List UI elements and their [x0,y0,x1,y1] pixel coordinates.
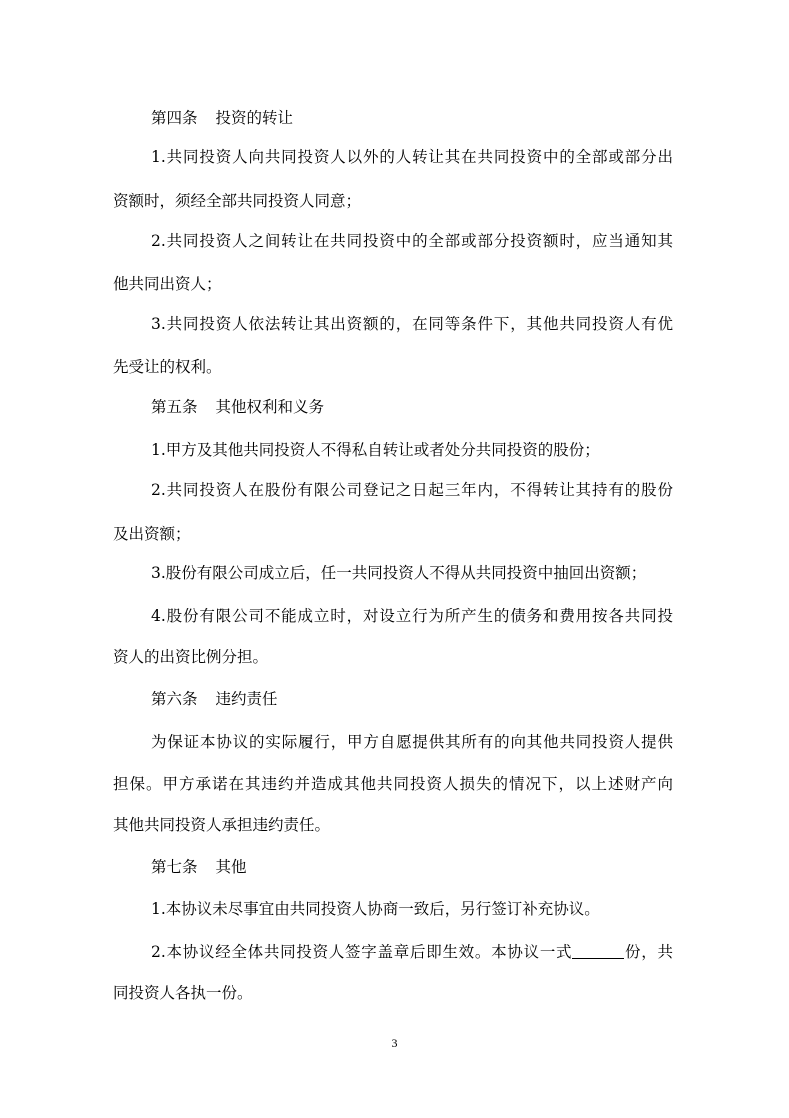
article-5-title: 其他权利和义务 [215,398,325,416]
article-4-number: 第四条 [151,109,198,127]
article-4-heading [151,107,673,129]
article-6-heading [151,688,673,710]
article-4-item-3-line-2: 先受让的权利。 [113,358,222,376]
article-4-item-1-line-2: 资额时，须经全部共同投资人同意； [113,192,362,210]
article-7-item-2-text-before-blank: 2.本协议经全体共同投资人签字盖章后即生效。本协议一式 [151,943,573,961]
article-6-title: 违约责任 [215,690,278,708]
article-5-item-2-line-2: 及出资额； [113,525,191,543]
article-5-item-4-line-1: 4.股份有限公司不能成立时，对设立行为所产生的债务和费用按各共同投 [151,607,673,625]
article-5-item-2-line-1: 2.共同投资人在股份有限公司登记之日起三年内，不得转让其持有的股份 [151,481,673,499]
page-number: 3 [391,1036,398,1050]
article-4-item-1-line-1: 1.共同投资人向共同投资人以外的人转让其在共同投资中的全部或部分出 [151,148,673,166]
article-5-item-3-line-1: 3.股份有限公司成立后，任一共同投资人不得从共同投资中抽回出资额； [151,564,647,582]
article-6-para-line-3: 其他共同投资人承担违约责任。 [113,816,331,834]
article-7-number: 第七条 [151,858,198,876]
article-5-item-1-line-1: 1.甲方及其他共同投资人不得私自转让或者处分共同投资的股份； [151,441,600,459]
article-7-item-1-line-1: 1.本协议未尽事宜由共同投资人协商一致后，另行签订补充协议。 [151,900,600,918]
article-5-number: 第五条 [151,398,198,416]
article-5-heading [151,396,673,418]
article-4-title: 投资的转让 [215,109,294,127]
article-7-item-2-line-2: 同投资人各执一份。 [113,984,253,1002]
article-6-para-line-2: 担保。甲方承诺在其违约并造成其他共同投资人损失的情况下，以上述财产向 [113,775,673,793]
article-7-heading [151,856,673,878]
article-4-item-2-line-1: 2.共同投资人之间转让在共同投资中的全部或部分投资额时，应当通知其 [151,232,673,250]
article-4-item-3-line-1: 3.共同投资人依法转让其出资额的，在同等条件下，其他共同投资人有优 [151,315,673,333]
article-7-item-2-text-after-blank: 份，共 [624,943,673,961]
article-7-title: 其他 [215,858,247,876]
article-4-item-2-line-2: 他共同出资人； [113,275,222,293]
article-6-number: 第六条 [151,690,198,708]
article-7-item-2-line-1 [151,941,673,963]
article-5-item-4-line-2: 资人的出资比例分担。 [113,648,269,666]
article-6-para-line-1: 为保证本协议的实际履行，甲方自愿提供其所有的向其他共同投资人提供 [151,733,673,751]
copies-blank-field [572,942,624,959]
